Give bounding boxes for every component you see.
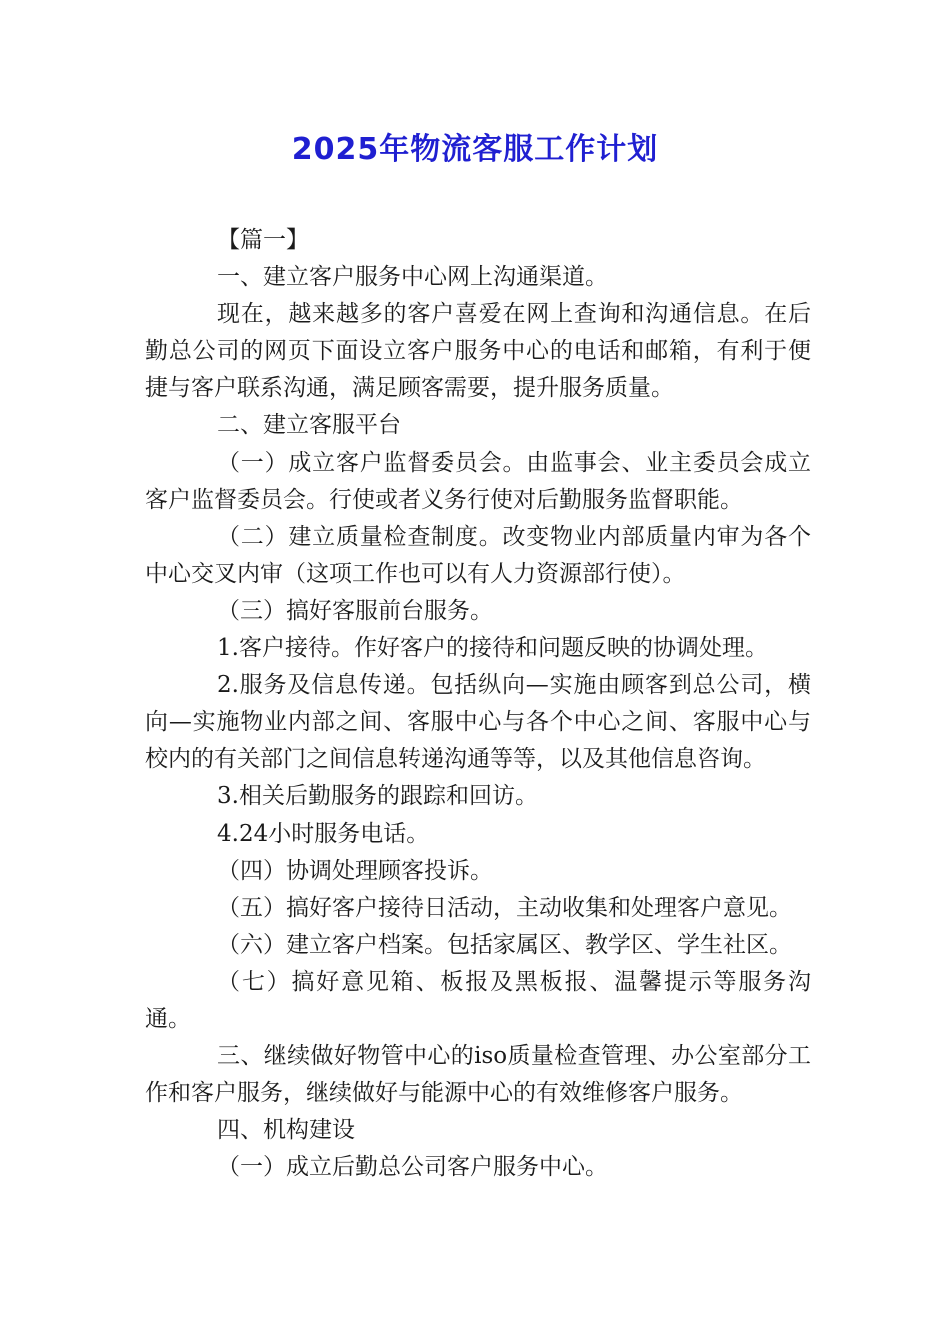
section-heading-1: 一、建立客户服务中心网上沟通渠道。 (217, 264, 608, 291)
paragraph: （七）搞好意见箱、板报及黑板报、温馨提示等服务沟通。 (145, 968, 811, 1032)
paragraph: （二）建立质量检查制度。改变物业内部质量内审为各个中心交叉内审（这项工作也可以有人力资源部行使）。 (145, 523, 811, 587)
document-body (145, 222, 811, 1186)
paragraph: （三）搞好客服前台服务。 (217, 597, 493, 624)
section-heading-3: 三、继续做好物管中心的iso质量检查管理、办公室部分工作和客户服务，继续做好与能源中心的有效维修客户服务。 (145, 1043, 811, 1107)
paragraph: （一）成立后勤总公司客户服务中心。 (217, 1154, 608, 1181)
section-heading-2: 二、建立客服平台 (217, 412, 401, 439)
list-item: 4.24小时服务电话。 (217, 820, 430, 847)
paragraph: （四）协调处理顾客投诉。 (217, 857, 493, 884)
list-item: 2.服务及信息传递。包括纵向—实施由顾客到总公司，横向—实施物业内部之间、客服中心与各个中心之间、客服中心与校内的有关部门之间信息转递沟通等等，以及其他信息咨询。 (145, 672, 811, 773)
paragraph: （六）建立客户档案。包括家属区、教学区、学生社区。 (217, 931, 792, 958)
paragraph: （五）搞好客户接待日活动，主动收集和处理客户意见。 (217, 894, 792, 921)
list-item: 1.客户接待。作好客户的接待和问题反映的协调处理。 (217, 635, 768, 662)
paragraph: （一）成立客户监督委员会。由监事会、业主委员会成立客户监督委员会。行使或者义务行使对后勤服务监督职能。 (145, 449, 811, 513)
section-label: 【篇一】 (217, 227, 309, 253)
document-title: 2025年物流客服工作计划 (291, 132, 659, 167)
section-heading-4: 四、机构建设 (217, 1117, 355, 1144)
paragraph: 现在，越来越多的客户喜爱在网上查询和沟通信息。在后勤总公司的网页下面设立客户服务中心的电话和邮箱，有利于便捷与客户联系沟通，满足顾客需要，提升服务质量。 (145, 301, 811, 402)
list-item: 3.相关后勤服务的跟踪和回访。 (217, 783, 538, 810)
